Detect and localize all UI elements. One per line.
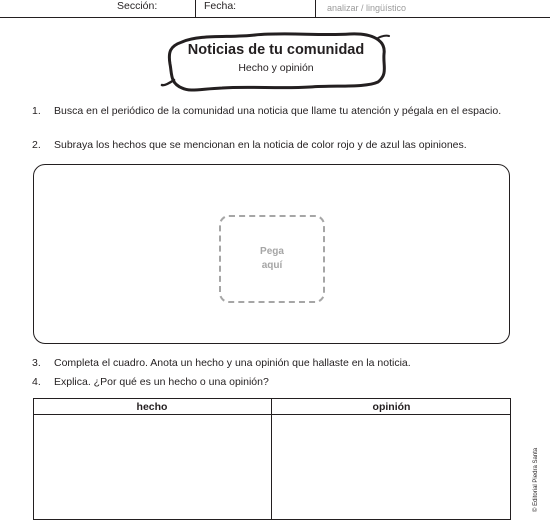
- instruction-text: Completa el cuadro. Anota un hecho y una opinión que hallaste en la noticia.: [54, 357, 411, 369]
- instruction-item: [32, 374, 512, 390]
- skill-tags: analizar / lingüístico: [327, 3, 407, 13]
- instruction-item: [32, 355, 512, 371]
- instruction-number: 1.: [32, 105, 41, 117]
- instruction-text: Busca en el periódico de la comunidad una noticia que llame tu atención y pégala en el espacio.: [54, 105, 502, 117]
- page-subtitle: Hecho y opinión: [238, 62, 314, 74]
- table-header-opinion: opinión: [372, 401, 411, 413]
- instruction-number: 4.: [32, 376, 41, 388]
- instruction-number: 2.: [32, 139, 41, 151]
- instruction-text: Subraya los hechos que se mencionan en la noticia de color rojo y de azul las opiniones.: [54, 139, 467, 151]
- publisher-credit: © Editorial Piedra Santa: [533, 447, 539, 512]
- title-cloud-frame: [160, 30, 392, 92]
- header-divider: [0, 17, 550, 18]
- instruction-item: [32, 137, 512, 153]
- page-title: Noticias de tu comunidad: [187, 42, 365, 58]
- paste-label: [219, 245, 325, 273]
- paste-label-line: aquí: [261, 260, 283, 271]
- table-header-fact: hecho: [136, 401, 168, 413]
- instruction-number: 3.: [32, 357, 41, 369]
- date-label: Fecha:: [204, 0, 237, 12]
- paste-label-line: Pega: [260, 246, 284, 257]
- header-separator: [315, 0, 316, 18]
- section-label: Sección:: [117, 0, 158, 12]
- instruction-item: [32, 103, 512, 135]
- fact-answer-cell[interactable]: [34, 415, 271, 519]
- header-separator: [195, 0, 196, 18]
- instruction-text: Explica. ¿Por qué es un hecho o una opinión?: [54, 376, 269, 388]
- opinion-answer-cell[interactable]: [272, 415, 510, 519]
